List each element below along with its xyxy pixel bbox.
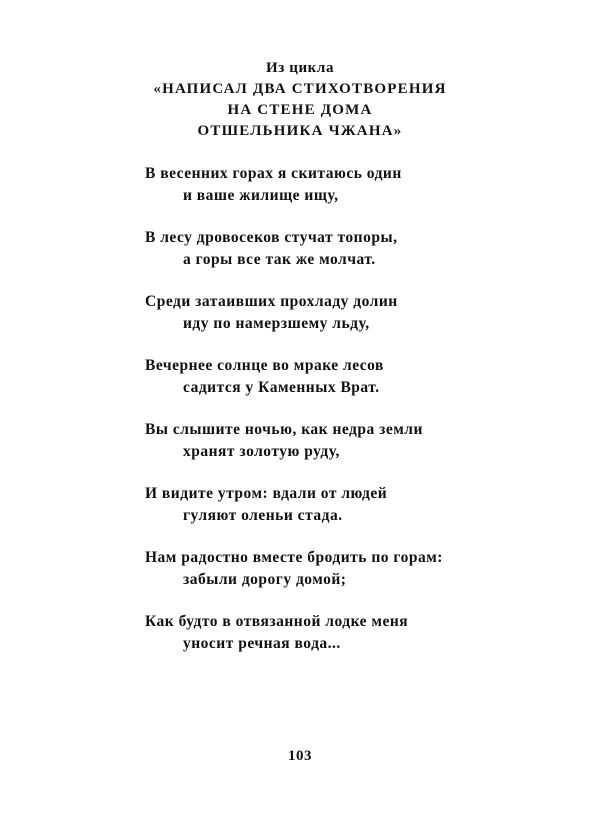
poem-title-line-3: ОТШЕЛЬНИКА ЧЖАНА» — [197, 123, 403, 139]
poem-line: и ваше жилище ищу, — [183, 186, 339, 204]
page-number: 103 — [288, 748, 312, 764]
stanza-1 — [145, 163, 465, 206]
cycle-label: Из цикла — [265, 60, 335, 76]
poem-header — [0, 57, 600, 142]
stanza-2 — [145, 227, 465, 270]
poem-line: гуляют оленьи стада. — [183, 506, 343, 524]
poem-line: Вы слышите ночью, как недра земли — [145, 421, 423, 438]
poem-line: садится у Каменных Врат. — [183, 378, 380, 396]
poem-body — [145, 163, 465, 675]
poem-line: а горы все так же молчат. — [183, 250, 376, 268]
stanza-6 — [145, 483, 465, 526]
poem-line: Нам радостно вместе бродить по горам: — [145, 549, 443, 566]
stanza-3 — [145, 291, 465, 334]
stanza-4 — [145, 355, 465, 398]
stanza-7 — [145, 547, 465, 590]
poem-line: забыли дорогу домой; — [183, 570, 347, 588]
poem-line: иду по намерзшему льду, — [183, 314, 370, 332]
poem-line: Вечернее солнце во мраке лесов — [145, 357, 384, 374]
stanza-5 — [145, 419, 465, 462]
stanza-8 — [145, 611, 465, 654]
poem-line: В весенних горах я скитаюсь один — [145, 165, 402, 182]
poem-line: Как будто в отвязанной лодке меня — [145, 613, 409, 630]
poem-title-line-2: НА СТЕНЕ ДОМА — [227, 102, 373, 118]
poem-title-line-1: «НАПИСАЛ ДВА СТИХОТВОРЕНИЯ — [153, 81, 447, 97]
poem-line: хранят золотую руду, — [183, 442, 340, 460]
poem-line: И видите утром: вдали от людей — [145, 485, 388, 502]
poem-line: В лесу дровосеков стучат топоры, — [145, 229, 398, 246]
poem-line: уносит речная вода... — [183, 634, 341, 652]
poem-line: Среди затаивших прохладу долин — [145, 293, 398, 310]
